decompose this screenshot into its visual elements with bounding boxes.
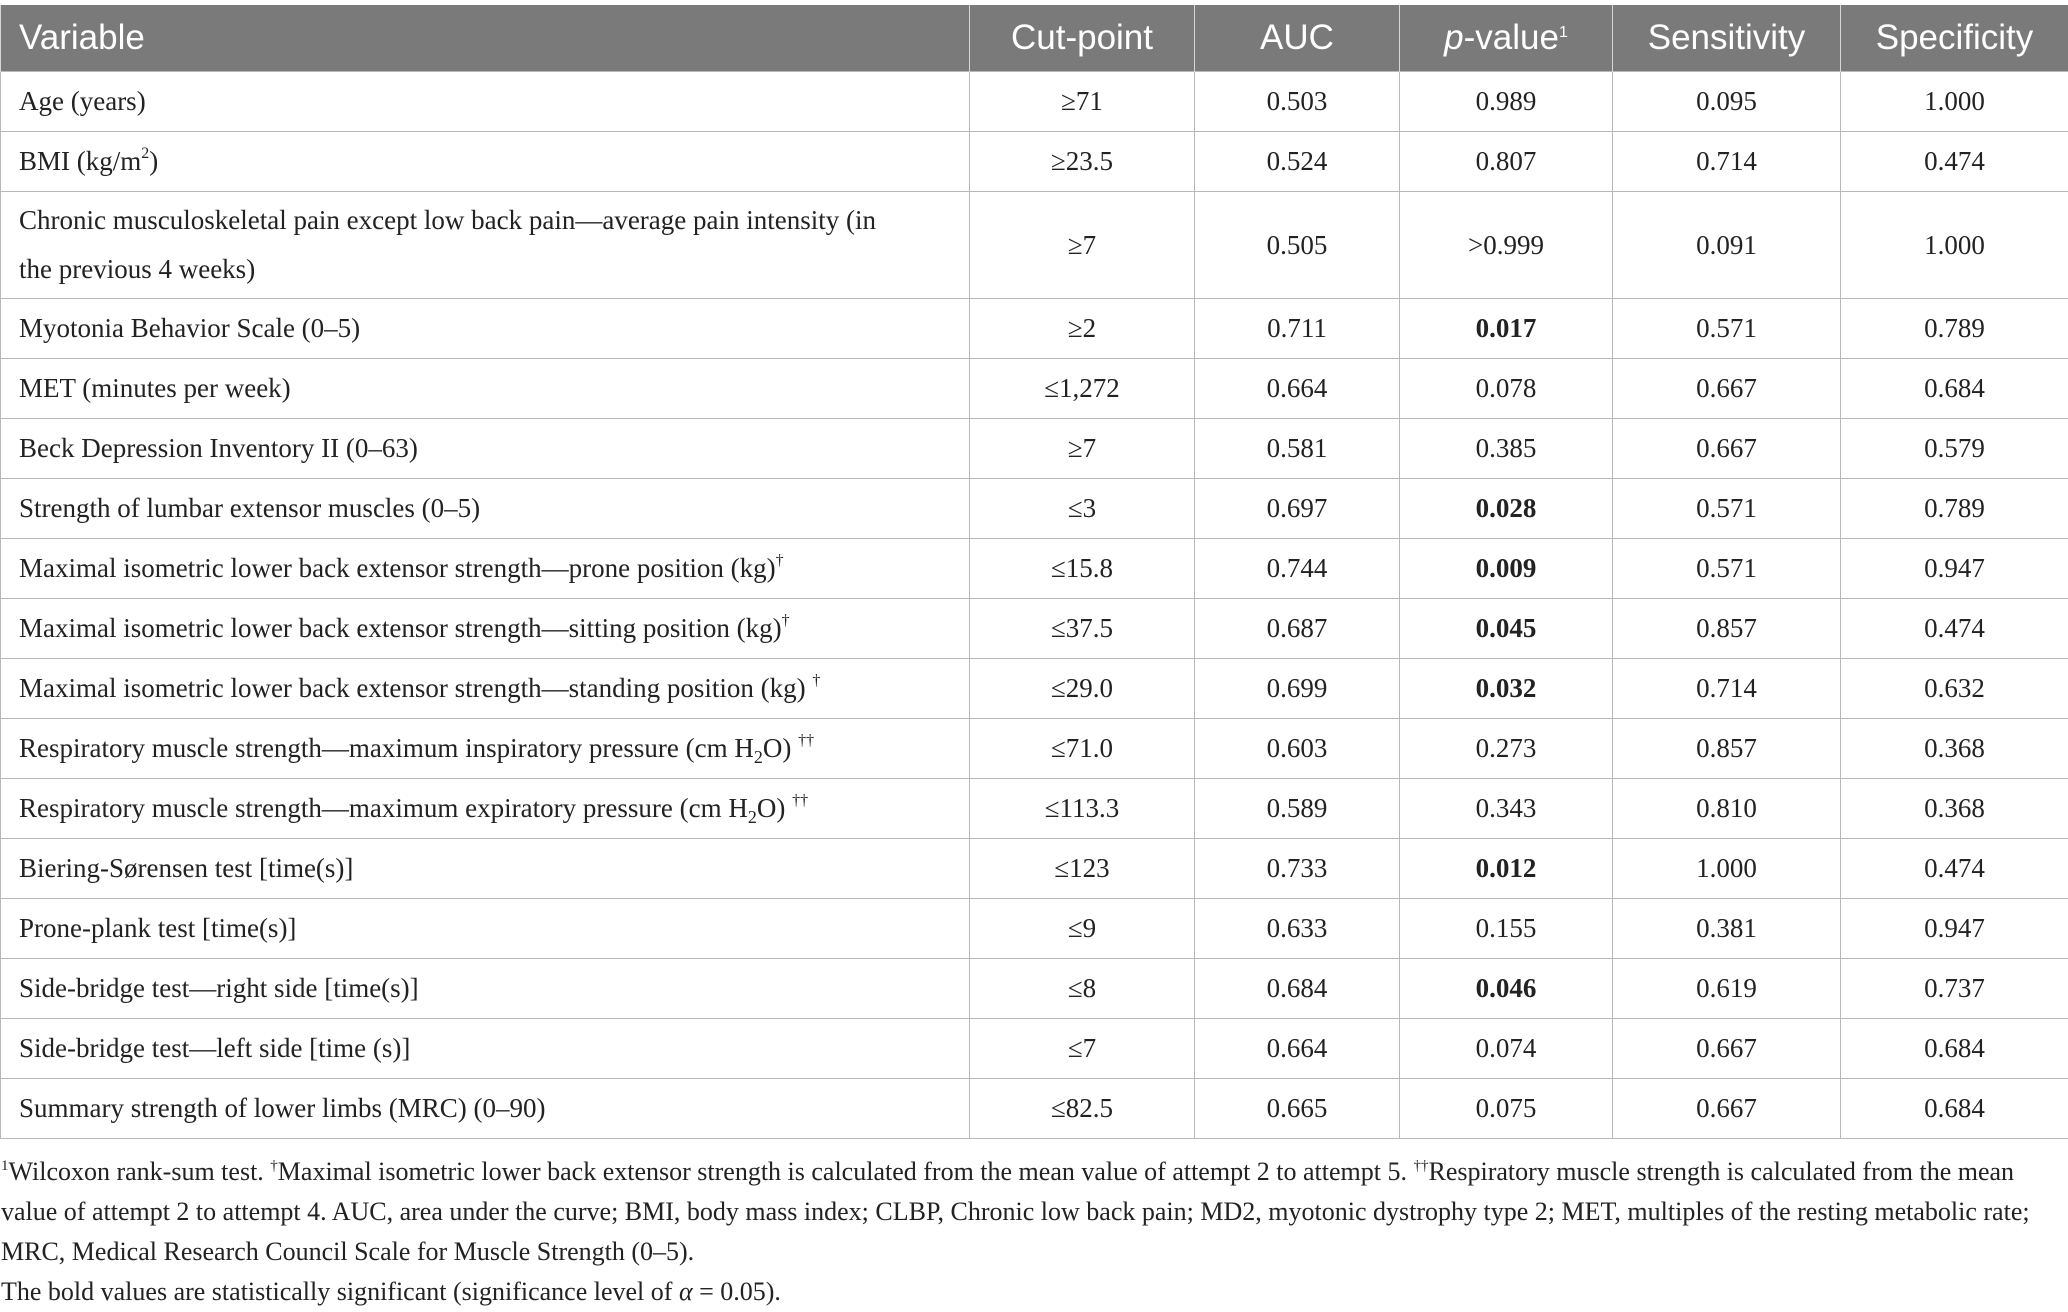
variable-sup: † — [776, 552, 784, 569]
sensitivity-cell: 0.571 — [1613, 539, 1841, 599]
auc-cell: 0.505 — [1195, 192, 1400, 299]
cut-point-cell: ≤82.5 — [970, 1079, 1195, 1139]
sensitivity-cell: 0.571 — [1613, 299, 1841, 359]
p-value-cell-significant: 0.028 — [1400, 479, 1613, 539]
p-value-cell: 0.385 — [1400, 419, 1613, 479]
sensitivity-cell: 0.667 — [1613, 1079, 1841, 1139]
variable-label: Beck Depression Inventory II (0–63) — [19, 433, 418, 463]
specificity-cell: 0.632 — [1841, 659, 2068, 719]
specificity-cell: 0.579 — [1841, 419, 2068, 479]
variable-cell — [1, 539, 970, 599]
variable-sub: 2 — [748, 807, 757, 827]
sensitivity-cell: 0.857 — [1613, 599, 1841, 659]
variable-cell — [1, 899, 970, 959]
specificity-cell: 0.684 — [1841, 359, 2068, 419]
variable-label: Myotonia Behavior Scale (0–5) — [19, 313, 360, 343]
variable-label: Maximal isometric lower back extensor strength—prone position (kg) — [19, 553, 776, 583]
table-row — [1, 779, 2068, 839]
p-value-cell: 0.273 — [1400, 719, 1613, 779]
p-value-cell: 0.078 — [1400, 359, 1613, 419]
variable-label: Side-bridge test—left side [time (s)] — [19, 1033, 410, 1063]
results-table-container — [0, 5, 2068, 1139]
cut-point-cell: ≤7 — [970, 1019, 1195, 1079]
footnote-text-1: Wilcoxon rank-sum test. — [9, 1157, 271, 1186]
cut-point-cell: ≥71 — [970, 72, 1195, 132]
variable-sup: † — [812, 672, 820, 689]
p-value-cell: 0.155 — [1400, 899, 1613, 959]
cut-point-cell: ≥7 — [970, 192, 1195, 299]
variable-label: Summary strength of lower limbs (MRC) (0–90) — [19, 1093, 545, 1123]
variable-label: Strength of lumbar extensor muscles (0–5) — [19, 493, 480, 523]
auc-cell: 0.733 — [1195, 839, 1400, 899]
p-value-cell: 0.343 — [1400, 779, 1613, 839]
specificity-cell: 0.684 — [1841, 1019, 2068, 1079]
variable-cell — [1, 959, 970, 1019]
cut-point-cell: ≥7 — [970, 419, 1195, 479]
header-p-italic: p — [1444, 18, 1463, 57]
footnote-marker-double-dagger: †† — [1414, 1158, 1429, 1174]
footnote-bold-note — [1, 1272, 2061, 1312]
variable-cell — [1, 1079, 970, 1139]
auc-cell: 0.665 — [1195, 1079, 1400, 1139]
auc-cell: 0.744 — [1195, 539, 1400, 599]
header-p-value — [1400, 5, 1613, 72]
variable-label-line2: the previous 4 weeks) — [19, 254, 255, 284]
specificity-cell: 0.737 — [1841, 959, 2068, 1019]
table-row — [1, 599, 2068, 659]
variable-label: MET (minutes per week) — [19, 373, 291, 403]
results-table — [0, 5, 2068, 1139]
table-row — [1, 839, 2068, 899]
variable-sup: †† — [792, 792, 808, 809]
table-row — [1, 899, 2068, 959]
auc-cell: 0.524 — [1195, 132, 1400, 192]
sensitivity-cell: 0.381 — [1613, 899, 1841, 959]
header-auc: AUC — [1195, 5, 1400, 72]
variable-cell — [1, 419, 970, 479]
variable-cell — [1, 779, 970, 839]
sensitivity-cell: 0.857 — [1613, 719, 1841, 779]
variable-sub: 2 — [754, 747, 763, 767]
variable-cell — [1, 839, 970, 899]
footnote-text-2: Maximal isometric lower back extensor strength is calculated from the mean value of attempt 2 to attempt 5. — [278, 1157, 1414, 1186]
specificity-cell: 0.789 — [1841, 299, 2068, 359]
cut-point-cell: ≥23.5 — [970, 132, 1195, 192]
header-cut-point: Cut-point — [970, 5, 1195, 72]
table-row — [1, 539, 2068, 599]
p-value-cell-significant: 0.045 — [1400, 599, 1613, 659]
auc-cell: 0.664 — [1195, 1019, 1400, 1079]
variable-cell — [1, 719, 970, 779]
table-row — [1, 299, 2068, 359]
header-p-sup: 1 — [1559, 24, 1568, 41]
auc-cell: 0.581 — [1195, 419, 1400, 479]
table-row — [1, 1079, 2068, 1139]
variable-cell — [1, 479, 970, 539]
variable-cell — [1, 132, 970, 192]
variable-label-end: O) — [757, 793, 792, 823]
variable-sup: † — [782, 612, 790, 629]
cut-point-cell: ≤9 — [970, 899, 1195, 959]
p-value-cell-significant: 0.017 — [1400, 299, 1613, 359]
sensitivity-cell: 0.619 — [1613, 959, 1841, 1019]
cut-point-cell: ≤8 — [970, 959, 1195, 1019]
p-value-cell: >0.999 — [1400, 192, 1613, 299]
cut-point-cell: ≤37.5 — [970, 599, 1195, 659]
sensitivity-cell: 0.091 — [1613, 192, 1841, 299]
variable-label: BMI (kg/m — [19, 146, 141, 176]
footnote-abbreviations — [1, 1152, 2061, 1272]
variable-cell — [1, 359, 970, 419]
p-value-cell: 0.075 — [1400, 1079, 1613, 1139]
auc-cell: 0.633 — [1195, 899, 1400, 959]
table-row — [1, 479, 2068, 539]
variable-label-end: ) — [149, 146, 158, 176]
footnote-text-3: Respiratory muscle strength is calculated from the mean value of attempt 2 to attempt 4. AUC, area under the curve; BMI, body mass index; CLBP, Chronic low back pain; MD2, myotonic dystrophy type 2; MET, multiples of the resting metabolic rate; MRC, Medical Research Council Scale for Muscle Strength (0–5). — [1, 1157, 2030, 1266]
auc-cell: 0.603 — [1195, 719, 1400, 779]
variable-cell — [1, 299, 970, 359]
cut-point-cell: ≤3 — [970, 479, 1195, 539]
auc-cell: 0.711 — [1195, 299, 1400, 359]
variable-label: Prone-plank test [time(s)] — [19, 913, 296, 943]
p-value-cell-significant: 0.046 — [1400, 959, 1613, 1019]
auc-cell: 0.687 — [1195, 599, 1400, 659]
p-value-cell: 0.989 — [1400, 72, 1613, 132]
auc-cell: 0.699 — [1195, 659, 1400, 719]
table-row — [1, 1019, 2068, 1079]
variable-label: Chronic musculoskeletal pain except low back pain—average pain intensity (in — [19, 205, 876, 235]
auc-cell: 0.697 — [1195, 479, 1400, 539]
header-p-rest: -value — [1464, 18, 1559, 57]
specificity-cell: 0.947 — [1841, 539, 2068, 599]
auc-cell: 0.664 — [1195, 359, 1400, 419]
table-row — [1, 719, 2068, 779]
sensitivity-cell: 0.714 — [1613, 132, 1841, 192]
variable-cell — [1, 599, 970, 659]
variable-sup: 2 — [141, 145, 149, 162]
variable-label: Age (years) — [19, 86, 146, 116]
cut-point-cell: ≥2 — [970, 299, 1195, 359]
sensitivity-cell: 0.667 — [1613, 419, 1841, 479]
variable-cell — [1, 659, 970, 719]
variable-label: Maximal isometric lower back extensor strength—standing position (kg) — [19, 673, 812, 703]
sensitivity-cell: 0.571 — [1613, 479, 1841, 539]
header-sensitivity: Sensitivity — [1613, 5, 1841, 72]
footnote-marker-1: 1 — [1, 1158, 9, 1174]
table-row — [1, 959, 2068, 1019]
table-row — [1, 419, 2068, 479]
sensitivity-cell: 1.000 — [1613, 839, 1841, 899]
sensitivity-cell: 0.667 — [1613, 359, 1841, 419]
specificity-cell: 0.684 — [1841, 1079, 2068, 1139]
sensitivity-cell: 0.667 — [1613, 1019, 1841, 1079]
auc-cell: 0.589 — [1195, 779, 1400, 839]
variable-label: Respiratory muscle strength—maximum expiratory pressure (cm H — [19, 793, 748, 823]
specificity-cell: 0.368 — [1841, 719, 2068, 779]
alpha-symbol: α — [679, 1277, 693, 1306]
specificity-cell: 0.368 — [1841, 779, 2068, 839]
variable-cell — [1, 72, 970, 132]
p-value-cell-significant: 0.009 — [1400, 539, 1613, 599]
p-value-cell-significant: 0.032 — [1400, 659, 1613, 719]
specificity-cell: 0.474 — [1841, 839, 2068, 899]
specificity-cell: 0.474 — [1841, 599, 2068, 659]
p-value-cell-significant: 0.012 — [1400, 839, 1613, 899]
variable-label: Side-bridge test—right side [time(s)] — [19, 973, 419, 1003]
variable-label: Maximal isometric lower back extensor strength—sitting position (kg) — [19, 613, 782, 643]
header-row — [1, 5, 2068, 72]
sensitivity-cell: 0.095 — [1613, 72, 1841, 132]
table-row — [1, 132, 2068, 192]
bold-note-end: = 0.05). — [693, 1277, 781, 1306]
header-specificity: Specificity — [1841, 5, 2068, 72]
cut-point-cell: ≤15.8 — [970, 539, 1195, 599]
table-row — [1, 359, 2068, 419]
variable-label-end: O) — [763, 733, 798, 763]
specificity-cell: 1.000 — [1841, 72, 2068, 132]
sensitivity-cell: 0.714 — [1613, 659, 1841, 719]
specificity-cell: 0.789 — [1841, 479, 2068, 539]
table-row — [1, 659, 2068, 719]
cut-point-cell: ≤123 — [970, 839, 1195, 899]
table-footnotes — [1, 1152, 2061, 1312]
variable-cell — [1, 192, 970, 299]
variable-label: Biering-Sørensen test [time(s)] — [19, 853, 353, 883]
cut-point-cell: ≤71.0 — [970, 719, 1195, 779]
specificity-cell: 1.000 — [1841, 192, 2068, 299]
p-value-cell: 0.807 — [1400, 132, 1613, 192]
cut-point-cell: ≤1,272 — [970, 359, 1195, 419]
table-row — [1, 72, 2068, 132]
header-variable: Variable — [1, 5, 970, 72]
variable-sup: †† — [798, 732, 814, 749]
auc-cell: 0.503 — [1195, 72, 1400, 132]
p-value-cell: 0.074 — [1400, 1019, 1613, 1079]
cut-point-cell: ≤29.0 — [970, 659, 1195, 719]
table-row — [1, 192, 2068, 299]
sensitivity-cell: 0.810 — [1613, 779, 1841, 839]
variable-label: Respiratory muscle strength—maximum inspiratory pressure (cm H — [19, 733, 754, 763]
specificity-cell: 0.947 — [1841, 899, 2068, 959]
variable-cell — [1, 1019, 970, 1079]
cut-point-cell: ≤113.3 — [970, 779, 1195, 839]
specificity-cell: 0.474 — [1841, 132, 2068, 192]
bold-note-text: The bold values are statistically significant (significance level of — [1, 1277, 679, 1306]
footnote-marker-dagger: † — [270, 1158, 278, 1174]
auc-cell: 0.684 — [1195, 959, 1400, 1019]
